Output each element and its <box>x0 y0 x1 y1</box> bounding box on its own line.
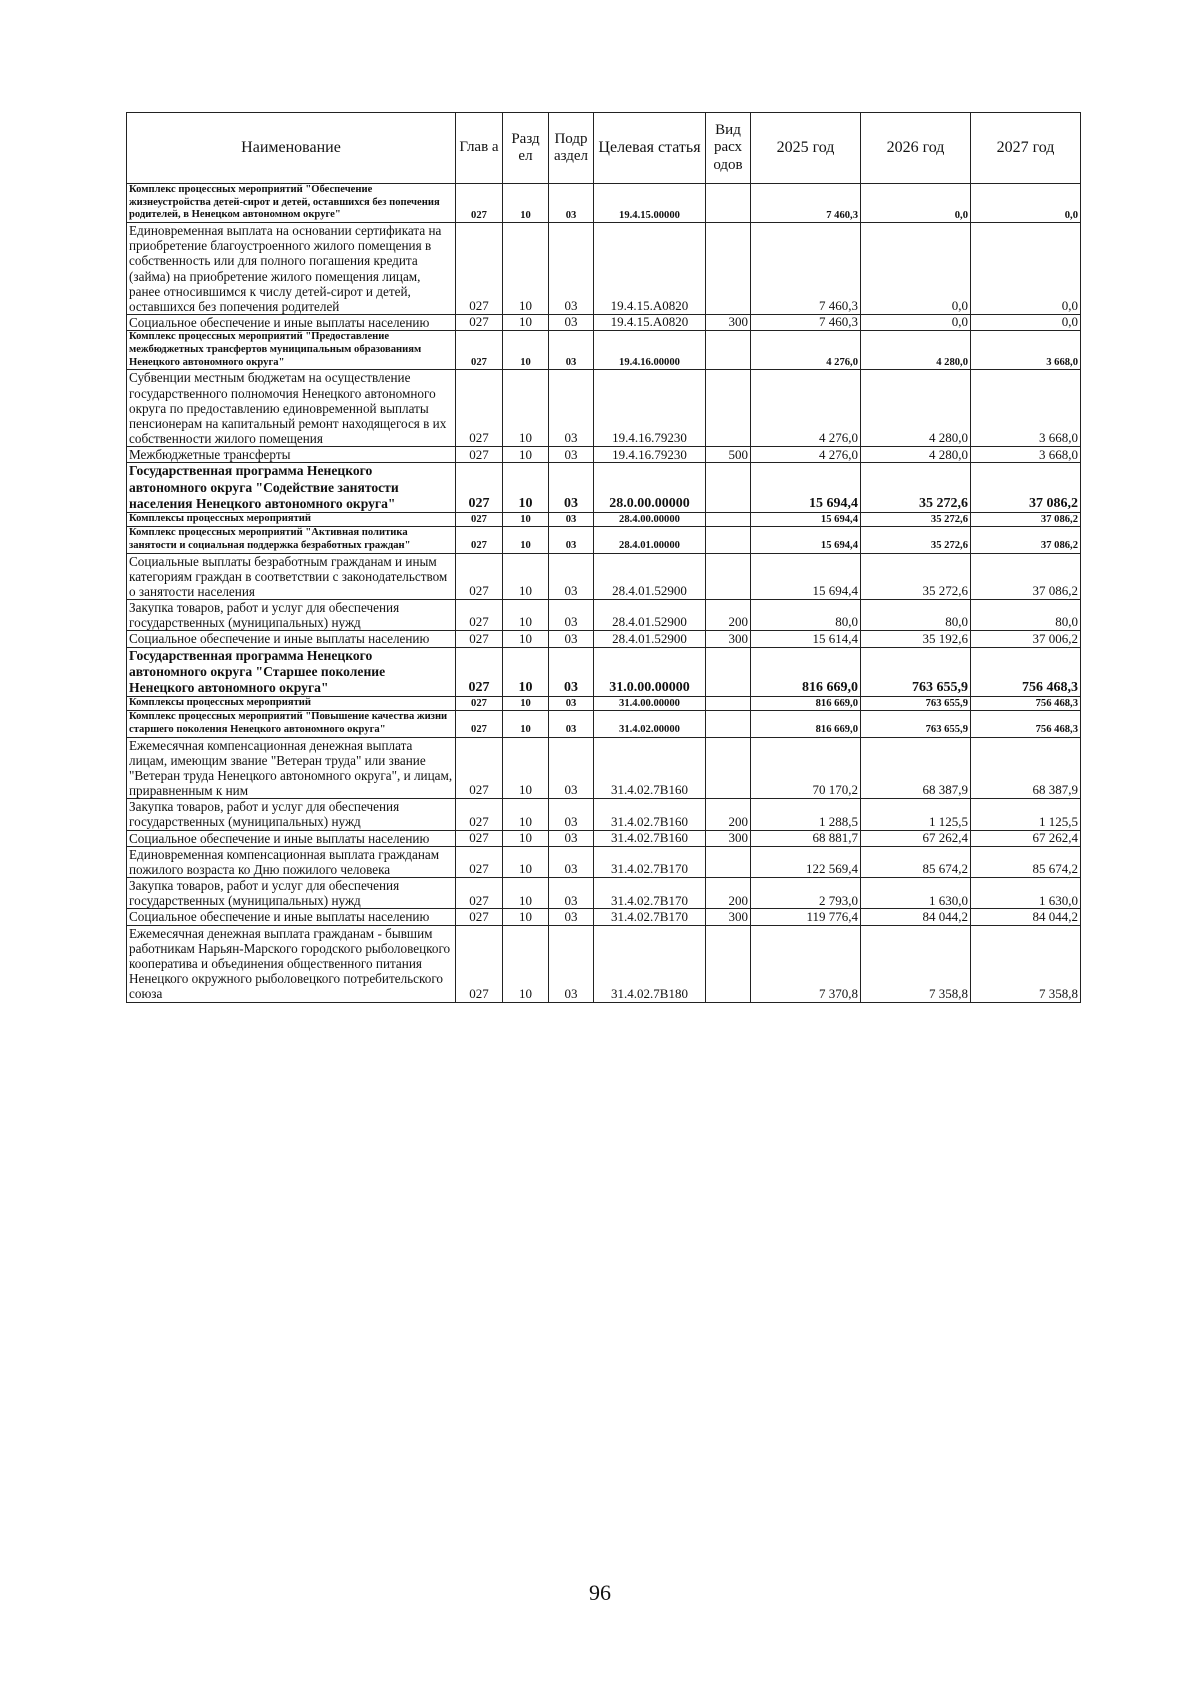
row-name: Комплекс процессных мероприятий "Обеспечение жизнеустройства детей-сирот и детей, оставшихся без попечения родителей, в Ненецком автономном округе" <box>127 184 456 223</box>
row-glava: 027 <box>456 878 503 909</box>
row-vid <box>706 846 751 877</box>
row-name: Социальное обеспечение и иные выплаты населению <box>127 830 456 846</box>
table-row <box>127 830 1081 846</box>
row-amount-2026: 80,0 <box>861 600 971 631</box>
table-row <box>127 463 1081 513</box>
row-target: 19.4.16.79230 <box>594 447 706 463</box>
row-razdel: 10 <box>503 846 549 877</box>
row-amount-2027: 37 086,2 <box>971 553 1081 600</box>
row-razdel: 10 <box>503 184 549 223</box>
row-glava: 027 <box>456 447 503 463</box>
row-amount-2027: 3 668,0 <box>971 331 1081 370</box>
row-razdel: 10 <box>503 553 549 600</box>
row-target: 19.4.15.А0820 <box>594 315 706 331</box>
row-amount-2025: 2 793,0 <box>751 878 861 909</box>
row-vid <box>706 711 751 737</box>
row-glava: 027 <box>456 711 503 737</box>
row-podrazdel: 03 <box>549 331 594 370</box>
row-vid: 300 <box>706 909 751 925</box>
header-2027: 2027 год <box>971 113 1081 184</box>
row-name: Закупка товаров, работ и услуг для обеспечения государственных (муниципальных) нужд <box>127 600 456 631</box>
row-target: 28.4.01.52900 <box>594 553 706 600</box>
row-razdel: 10 <box>503 631 549 647</box>
row-vid <box>706 184 751 223</box>
row-amount-2027: 0,0 <box>971 315 1081 331</box>
row-amount-2025: 816 669,0 <box>751 711 861 737</box>
table-header-row <box>127 113 1081 184</box>
row-amount-2025: 68 881,7 <box>751 830 861 846</box>
row-amount-2027: 37 086,2 <box>971 463 1081 513</box>
page-number: 96 <box>589 1580 611 1605</box>
row-amount-2026: 763 655,9 <box>861 697 971 711</box>
row-amount-2025: 816 669,0 <box>751 647 861 697</box>
table-row <box>127 647 1081 697</box>
row-amount-2027: 7 358,8 <box>971 925 1081 1002</box>
row-vid <box>706 925 751 1002</box>
row-name: Ежемесячная денежная выплата гражданам - бывшим работникам Нарьян-Марского городского рыболовецкого кооператива и объединения общественного питания Ненецкого окружного рыболовецкого потребительского союза <box>127 925 456 1002</box>
row-podrazdel: 03 <box>549 513 594 527</box>
row-amount-2025: 1 288,5 <box>751 799 861 830</box>
row-podrazdel: 03 <box>549 370 594 447</box>
row-amount-2026: 85 674,2 <box>861 846 971 877</box>
row-razdel: 10 <box>503 878 549 909</box>
row-glava: 027 <box>456 223 503 315</box>
row-glava: 027 <box>456 315 503 331</box>
row-amount-2026: 84 044,2 <box>861 909 971 925</box>
table-row <box>127 184 1081 223</box>
table-row <box>127 711 1081 737</box>
header-2025: 2025 год <box>751 113 861 184</box>
row-podrazdel: 03 <box>549 846 594 877</box>
row-amount-2025: 7 460,3 <box>751 223 861 315</box>
row-razdel: 10 <box>503 600 549 631</box>
row-amount-2027: 84 044,2 <box>971 909 1081 925</box>
row-target: 31.4.02.7В160 <box>594 737 706 799</box>
row-razdel: 10 <box>503 370 549 447</box>
row-glava: 027 <box>456 925 503 1002</box>
row-razdel: 10 <box>503 331 549 370</box>
row-amount-2027: 3 668,0 <box>971 370 1081 447</box>
table-row <box>127 799 1081 830</box>
row-target: 19.4.16.00000 <box>594 331 706 370</box>
row-podrazdel: 03 <box>549 830 594 846</box>
row-glava: 027 <box>456 463 503 513</box>
row-amount-2027: 85 674,2 <box>971 846 1081 877</box>
row-glava: 027 <box>456 909 503 925</box>
row-glava: 027 <box>456 799 503 830</box>
row-target: 28.0.00.00000 <box>594 463 706 513</box>
row-razdel: 10 <box>503 697 549 711</box>
row-name: Социальное обеспечение и иные выплаты населению <box>127 631 456 647</box>
row-glava: 027 <box>456 846 503 877</box>
row-glava: 027 <box>456 631 503 647</box>
header-target: Целевая статья <box>594 113 706 184</box>
row-target: 19.4.15.00000 <box>594 184 706 223</box>
row-glava: 027 <box>456 331 503 370</box>
row-glava: 027 <box>456 513 503 527</box>
table-row <box>127 600 1081 631</box>
row-amount-2026: 1 125,5 <box>861 799 971 830</box>
row-target: 19.4.16.79230 <box>594 370 706 447</box>
table-row <box>127 846 1081 877</box>
row-vid <box>706 370 751 447</box>
row-amount-2027: 68 387,9 <box>971 737 1081 799</box>
row-razdel: 10 <box>503 463 549 513</box>
table-row <box>127 370 1081 447</box>
row-vid: 300 <box>706 830 751 846</box>
row-vid <box>706 331 751 370</box>
row-amount-2026: 35 272,6 <box>861 513 971 527</box>
row-razdel: 10 <box>503 925 549 1002</box>
row-razdel: 10 <box>503 647 549 697</box>
table-row <box>127 331 1081 370</box>
row-podrazdel: 03 <box>549 447 594 463</box>
row-podrazdel: 03 <box>549 315 594 331</box>
row-name: Социальное обеспечение и иные выплаты населению <box>127 909 456 925</box>
row-vid: 200 <box>706 600 751 631</box>
row-amount-2025: 7 460,3 <box>751 315 861 331</box>
row-name: Единовременная выплата на основании сертификата на приобретение благоустроенного жилого помещения в собственность или для полного погашения кредита (займа) на приобретение жилого помещения лицам, ранее относившимся к числу детей-сирот и детей, оставшихся без попечения родителей <box>127 223 456 315</box>
row-target: 31.4.02.7В170 <box>594 909 706 925</box>
row-razdel: 10 <box>503 799 549 830</box>
row-glava: 027 <box>456 737 503 799</box>
row-amount-2025: 15 694,4 <box>751 463 861 513</box>
row-glava: 027 <box>456 647 503 697</box>
row-podrazdel: 03 <box>549 909 594 925</box>
row-name: Комплекс процессных мероприятий "Повышение качества жизни старшего поколения Ненецкого автономного округа" <box>127 711 456 737</box>
row-target: 28.4.00.00000 <box>594 513 706 527</box>
row-podrazdel: 03 <box>549 184 594 223</box>
row-glava: 027 <box>456 370 503 447</box>
row-glava: 027 <box>456 527 503 553</box>
row-amount-2027: 756 468,3 <box>971 647 1081 697</box>
row-target: 28.4.01.00000 <box>594 527 706 553</box>
row-name: Закупка товаров, работ и услуг для обеспечения государственных (муниципальных) нужд <box>127 878 456 909</box>
row-amount-2026: 763 655,9 <box>861 647 971 697</box>
row-amount-2026: 763 655,9 <box>861 711 971 737</box>
row-podrazdel: 03 <box>549 711 594 737</box>
row-amount-2027: 67 262,4 <box>971 830 1081 846</box>
header-2026: 2026 год <box>861 113 971 184</box>
row-podrazdel: 03 <box>549 878 594 909</box>
row-vid <box>706 553 751 600</box>
row-amount-2027: 1 125,5 <box>971 799 1081 830</box>
row-razdel: 10 <box>503 527 549 553</box>
row-amount-2025: 15 694,4 <box>751 513 861 527</box>
row-amount-2026: 35 192,6 <box>861 631 971 647</box>
row-razdel: 10 <box>503 737 549 799</box>
row-podrazdel: 03 <box>549 463 594 513</box>
row-podrazdel: 03 <box>549 631 594 647</box>
row-amount-2025: 119 776,4 <box>751 909 861 925</box>
row-glava: 027 <box>456 553 503 600</box>
row-vid <box>706 463 751 513</box>
row-amount-2027: 0,0 <box>971 184 1081 223</box>
row-target: 31.4.02.7В180 <box>594 925 706 1002</box>
row-name: Социальные выплаты безработным гражданам и иным категориям граждан в соответствии с законодательством о занятости населения <box>127 553 456 600</box>
row-amount-2025: 70 170,2 <box>751 737 861 799</box>
row-amount-2027: 80,0 <box>971 600 1081 631</box>
row-amount-2025: 15 694,4 <box>751 527 861 553</box>
header-podrazdel: Подр аздел <box>549 113 594 184</box>
budget-table <box>126 112 1081 1003</box>
row-glava: 027 <box>456 600 503 631</box>
row-name: Комплексы процессных мероприятий <box>127 697 456 711</box>
row-target: 31.4.02.7В170 <box>594 846 706 877</box>
row-razdel: 10 <box>503 447 549 463</box>
row-amount-2026: 4 280,0 <box>861 370 971 447</box>
row-podrazdel: 03 <box>549 925 594 1002</box>
row-razdel: 10 <box>503 223 549 315</box>
table-row <box>127 909 1081 925</box>
row-razdel: 10 <box>503 909 549 925</box>
row-vid <box>706 223 751 315</box>
row-name: Ежемесячная компенсационная денежная выплата лицам, имеющим звание "Ветеран труда" или звание "Ветеран труда Ненецкого автономного округа", и лицам, приравненным к ним <box>127 737 456 799</box>
header-glava: Глав а <box>456 113 503 184</box>
row-vid: 500 <box>706 447 751 463</box>
row-target: 19.4.15.А0820 <box>594 223 706 315</box>
row-vid <box>706 697 751 711</box>
row-razdel: 10 <box>503 315 549 331</box>
row-podrazdel: 03 <box>549 697 594 711</box>
row-amount-2026: 4 280,0 <box>861 447 971 463</box>
table-row <box>127 447 1081 463</box>
row-glava: 027 <box>456 830 503 846</box>
row-amount-2026: 4 280,0 <box>861 331 971 370</box>
row-podrazdel: 03 <box>549 737 594 799</box>
table-row <box>127 697 1081 711</box>
row-target: 31.4.00.00000 <box>594 697 706 711</box>
table-row <box>127 223 1081 315</box>
row-podrazdel: 03 <box>549 799 594 830</box>
row-podrazdel: 03 <box>549 553 594 600</box>
row-amount-2027: 756 468,3 <box>971 697 1081 711</box>
row-target: 28.4.01.52900 <box>594 631 706 647</box>
row-amount-2027: 0,0 <box>971 223 1081 315</box>
table-body <box>127 184 1081 1003</box>
row-target: 28.4.01.52900 <box>594 600 706 631</box>
table-row <box>127 925 1081 1002</box>
row-amount-2027: 756 468,3 <box>971 711 1081 737</box>
row-glava: 027 <box>456 697 503 711</box>
row-name: Единовременная компенсационная выплата гражданам пожилого возраста ко Дню пожилого человека <box>127 846 456 877</box>
row-name: Межбюджетные трансферты <box>127 447 456 463</box>
row-razdel: 10 <box>503 830 549 846</box>
row-vid <box>706 527 751 553</box>
row-vid <box>706 647 751 697</box>
row-amount-2025: 15 614,4 <box>751 631 861 647</box>
row-podrazdel: 03 <box>549 223 594 315</box>
row-amount-2025: 80,0 <box>751 600 861 631</box>
row-vid <box>706 513 751 527</box>
row-vid: 200 <box>706 878 751 909</box>
row-amount-2025: 4 276,0 <box>751 447 861 463</box>
header-razdel: Разд ел <box>503 113 549 184</box>
row-amount-2026: 35 272,6 <box>861 553 971 600</box>
row-amount-2025: 4 276,0 <box>751 331 861 370</box>
row-name: Закупка товаров, работ и услуг для обеспечения государственных (муниципальных) нужд <box>127 799 456 830</box>
row-vid: 300 <box>706 631 751 647</box>
row-amount-2026: 7 358,8 <box>861 925 971 1002</box>
row-vid <box>706 737 751 799</box>
row-name: Субвенции местным бюджетам на осуществление государственного полномочия Ненецкого автономного округа по предоставлению единовременной выплаты пенсионерам на капитальный ремонт находящегося в их собственности жилого помещения <box>127 370 456 447</box>
row-razdel: 10 <box>503 513 549 527</box>
row-amount-2026: 0,0 <box>861 315 971 331</box>
row-target: 31.4.02.7В160 <box>594 830 706 846</box>
row-name: Государственная программа Ненецкого автономного округа "Старшее поколение Ненецкого автономного округа" <box>127 647 456 697</box>
row-amount-2027: 37 006,2 <box>971 631 1081 647</box>
row-amount-2026: 0,0 <box>861 223 971 315</box>
row-amount-2026: 1 630,0 <box>861 878 971 909</box>
row-razdel: 10 <box>503 711 549 737</box>
row-podrazdel: 03 <box>549 527 594 553</box>
row-amount-2025: 4 276,0 <box>751 370 861 447</box>
row-amount-2025: 122 569,4 <box>751 846 861 877</box>
row-name: Государственная программа Ненецкого автономного округа "Содействие занятости населения Ненецкого автономного округа" <box>127 463 456 513</box>
table-row <box>127 737 1081 799</box>
row-vid: 300 <box>706 315 751 331</box>
header-vid: Вид расх одов <box>706 113 751 184</box>
table-row <box>127 513 1081 527</box>
table-row <box>127 315 1081 331</box>
row-amount-2026: 67 262,4 <box>861 830 971 846</box>
row-amount-2026: 35 272,6 <box>861 463 971 513</box>
row-name: Комплексы процессных мероприятий <box>127 513 456 527</box>
row-name: Комплекс процессных мероприятий "Активная политика занятости и социальная поддержка безработных граждан" <box>127 527 456 553</box>
row-name: Комплекс процессных мероприятий "Предоставление межбюджетных трансфертов муниципальным образованиям Ненецкого автономного округа" <box>127 331 456 370</box>
table-row <box>127 631 1081 647</box>
table-row <box>127 878 1081 909</box>
row-amount-2027: 1 630,0 <box>971 878 1081 909</box>
row-vid: 200 <box>706 799 751 830</box>
row-amount-2027: 3 668,0 <box>971 447 1081 463</box>
row-podrazdel: 03 <box>549 647 594 697</box>
row-amount-2025: 15 694,4 <box>751 553 861 600</box>
row-amount-2025: 7 370,8 <box>751 925 861 1002</box>
row-amount-2026: 35 272,6 <box>861 527 971 553</box>
table-row <box>127 553 1081 600</box>
row-glava: 027 <box>456 184 503 223</box>
header-name: Наименование <box>127 113 456 184</box>
table-row <box>127 527 1081 553</box>
row-target: 31.4.02.7В170 <box>594 878 706 909</box>
row-name: Социальное обеспечение и иные выплаты населению <box>127 315 456 331</box>
row-target: 31.0.00.00000 <box>594 647 706 697</box>
row-amount-2025: 7 460,3 <box>751 184 861 223</box>
row-amount-2026: 0,0 <box>861 184 971 223</box>
row-amount-2027: 37 086,2 <box>971 513 1081 527</box>
row-amount-2026: 68 387,9 <box>861 737 971 799</box>
row-amount-2025: 816 669,0 <box>751 697 861 711</box>
row-target: 31.4.02.7В160 <box>594 799 706 830</box>
row-target: 31.4.02.00000 <box>594 711 706 737</box>
row-podrazdel: 03 <box>549 600 594 631</box>
row-amount-2027: 37 086,2 <box>971 527 1081 553</box>
